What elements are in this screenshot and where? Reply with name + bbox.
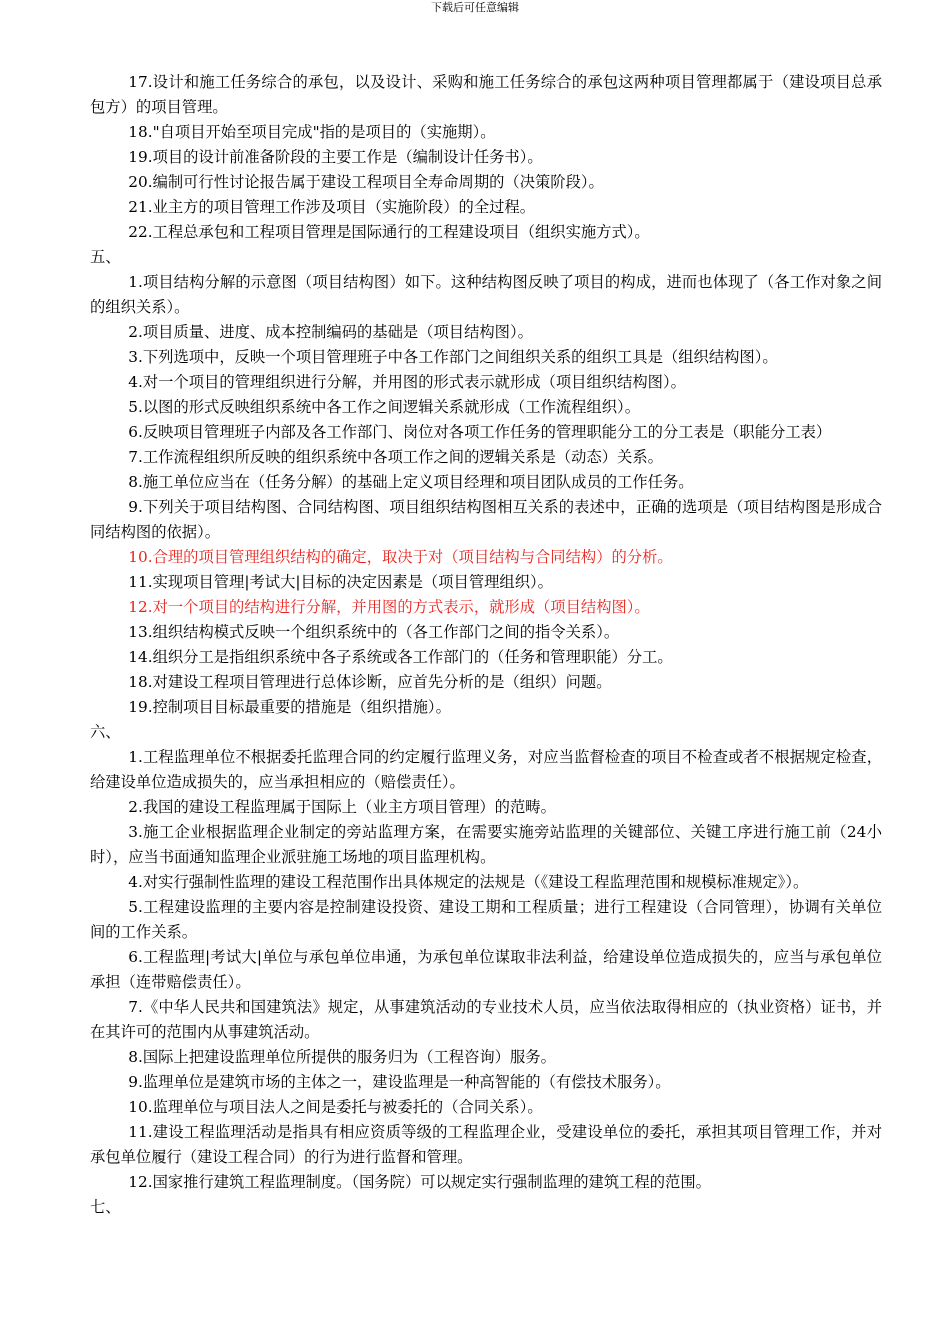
page-header: 下载后可任意编辑: [431, 1, 519, 14]
question-item: 4.对实行强制性监理的建设工程范围作出具体规定的法规是（《建设工程监理范围和规模标准规定》）。: [128, 873, 809, 891]
question-item: 9.监理单位是建筑市场的主体之一，建设监理是一种高智能的（有偿技术服务）。: [128, 1073, 671, 1091]
section-heading: 六、: [90, 723, 121, 741]
question-item: 2.项目质量、进度、成本控制编码的基础是（项目结构图）。: [128, 323, 533, 341]
question-item: 9.下列关于项目结构图、合同结构图、项目组织结构图相互关系的表述中，正确的选项是（项目结构图是形成合同结构图的依据）。: [90, 498, 882, 541]
question-item: 8.国际上把建设监理单位所提供的服务归为（工程咨询）服务。: [128, 1048, 556, 1066]
section-heading: 五、: [90, 248, 121, 266]
question-item: 12.对一个项目的结构进行分解，并用图的方式表示，就形成（项目结构图）。: [128, 598, 650, 616]
question-item: 5.工程建设监理的主要内容是控制建设投资、建设工期和工程质量；进行工程建设（合同管理），协调有关单位间的工作关系。: [90, 898, 882, 941]
question-item: 10.合理的项目管理组织结构的确定，取决于对（项目结构与合同结构）的分析。: [128, 548, 673, 566]
question-item: 22.工程总承包和工程项目管理是国际通行的工程建设项目（组织实施方式）。: [128, 223, 650, 241]
question-item: 7.工作流程组织所反映的组织系统中各项工作之间的逻辑关系是（动态）关系。: [128, 448, 663, 466]
question-item: 6.反映项目管理班子内部及各工作部门、岗位对各项工作任务的管理职能分工的分工表是（职能分工表）: [128, 423, 832, 441]
question-item: 20.编制可行性讨论报告属于建设工程项目全寿命周期的（决策阶段）。: [128, 173, 604, 191]
question-item: 17.设计和施工任务综合的承包，以及设计、采购和施工任务综合的承包这两种项目管理都属于（建设项目总承包方）的项目管理。: [90, 73, 882, 116]
question-item: 11.建设工程监理活动是指具有相应资质等级的工程监理企业，受建设单位的委托，承担其项目管理工作，并对承包单位履行（建设工程合同）的行为进行监督和管理。: [90, 1123, 882, 1166]
question-item: 1.工程监理单位不根据委托监理合同的约定履行监理义务，对应当监督检查的项目不检查或者不根据规定检查，给建设单位造成损失的，应当承担相应的（赔偿责任）。: [90, 748, 882, 791]
question-item: 3.下列选项中，反映一个项目管理班子中各工作部门之间组织关系的组织工具是（组织结构图）。: [128, 348, 778, 366]
question-item: 5.以图的形式反映组织系统中各工作之间逻辑关系就形成（工作流程组织）。: [128, 398, 640, 416]
question-item: 10.监理单位与项目法人之间是委托与被委托的（合同关系）。: [128, 1098, 543, 1116]
question-item: 11.实现项目管理|考试大|目标的决定因素是（项目管理组织）。: [128, 573, 553, 591]
question-item: 3.施工企业根据监理企业制定的旁站监理方案，在需要实施旁站监理的关键部位、关键工序进行施工前（24小时），应当书面通知监理企业派驻施工场地的项目监理机构。: [90, 823, 882, 866]
document-body: [90, 70, 882, 1220]
question-item: 14.组织分工是指组织系统中各子系统或各工作部门的（任务和管理职能）分工。: [128, 648, 673, 666]
question-item: 18."自项目开始至项目完成"指的是项目的（实施期）。: [128, 123, 496, 141]
question-item: 2.我国的建设工程监理属于国际上（业主方项目管理）的范畴。: [128, 798, 556, 816]
question-item: 7.《中华人民共和国建筑法》规定，从事建筑活动的专业技术人员，应当依法取得相应的（执业资格）证书，并在其许可的范围内从事建筑活动。: [90, 998, 882, 1041]
question-item: 13.组织结构模式反映一个组织系统中的（各工作部门之间的指令关系）。: [128, 623, 620, 641]
question-item: 1.项目结构分解的示意图（项目结构图）如下。这种结构图反映了项目的构成，进而也体现了（各工作对象之间的组织关系）。: [90, 273, 882, 316]
question-item: 19.控制项目目标最重要的措施是（组织措施）。: [128, 698, 451, 716]
question-item: 21.业主方的项目管理工作涉及项目（实施阶段）的全过程。: [128, 198, 536, 216]
question-item: 8.施工单位应当在（任务分解）的基础上定义项目经理和项目团队成员的工作任务。: [128, 473, 694, 491]
question-item: 19.项目的设计前准备阶段的主要工作是（编制设计任务书）。: [128, 148, 543, 166]
question-item: 4.对一个项目的管理组织进行分解，并用图的形式表示就形成（项目组织结构图）。: [128, 373, 686, 391]
question-item: 18.对建设工程项目管理进行总体诊断，应首先分析的是（组织）问题。: [128, 673, 612, 691]
question-item: 12.国家推行建筑工程监理制度。（国务院）可以规定实行强制监理的建筑工程的范围。: [128, 1173, 711, 1191]
section-heading: 七、: [90, 1198, 121, 1216]
question-item: 6.工程监理|考试大|单位与承包单位串通，为承包单位谋取非法利益，给建设单位造成损失的，应当与承包单位承担（连带赔偿责任）。: [90, 948, 882, 991]
